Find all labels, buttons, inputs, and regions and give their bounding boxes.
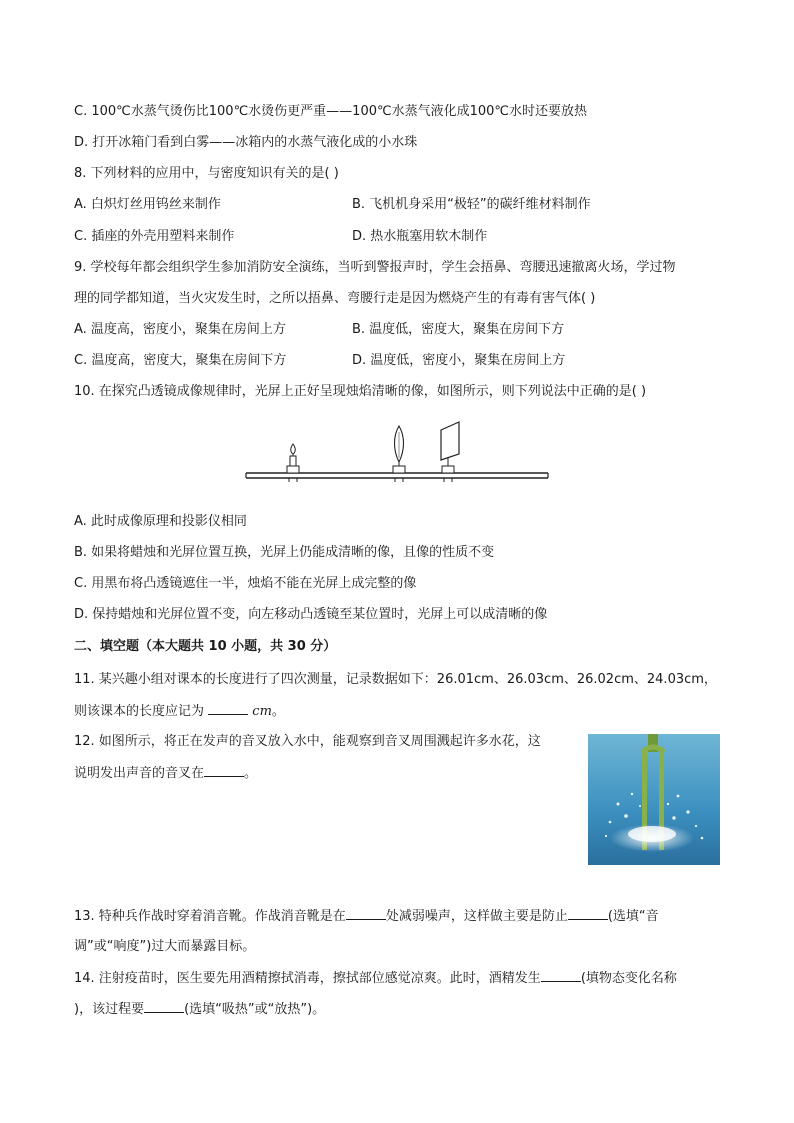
q9-option-b: B. 温度低，密度大，聚集在房间下方 [352, 322, 565, 337]
q14-answer-blank-1[interactable] [541, 969, 581, 982]
q12-stem-line2 [74, 764, 257, 783]
q8-option-c: C. 插座的外壳用塑料来制作 [74, 229, 235, 244]
q14-text: 14. 注射疫苗时，医生要先用酒精擦拭消毒，擦拭部位感觉凉爽。此时，酒精发生 [74, 971, 541, 986]
q10-stem: 10. 在探究凸透镜成像规律时，光屏上正好呈现烛焰清晰的像，如图所示，则下列说法中正确的是( ) [74, 384, 647, 399]
q10-option-a: A. 此时成像原理和投影仪相同 [74, 514, 247, 529]
q8-option-b: B. 飞机机身采用“极轻”的碳纤维材料制作 [352, 197, 591, 212]
q10-option-c: C. 用黑布将凸透镜遮住一半，烛焰不能在光屏上成完整的像 [74, 576, 417, 591]
q11-text-end: 。 [271, 704, 285, 719]
q13-stem-line2: 调”或“响度”)过大而暴露目标。 [74, 939, 256, 954]
q13-stem-line1 [74, 907, 659, 926]
q13-text-end: (选填“音 [607, 909, 659, 924]
q8-option-a: A. 白炽灯丝用钨丝来制作 [74, 197, 221, 212]
q7-option-c: C. 100℃水蒸气烫伤比100℃水烫伤更严重——100℃水蒸气液化成100℃水时还要放热 [74, 104, 587, 119]
q13-answer-blank-1[interactable] [346, 907, 386, 920]
q14-answer-blank-2[interactable] [144, 1000, 184, 1013]
q9-option-d: D. 温度低，密度小，聚集在房间上方 [352, 353, 566, 368]
q14-stem-line2 [74, 1000, 325, 1019]
q7-option-d: D. 打开冰箱门看到白雾——冰箱内的水蒸气液化成的小水珠 [74, 135, 418, 150]
candle-icon [287, 444, 299, 482]
q13-text-mid: 处减弱噪声，这样做主要是防止 [385, 909, 568, 924]
q9-stem-line2: 理的同学都知道，当火灾发生时，之所以捂鼻、弯腰行走是因为燃烧产生的有毒有害气体( ) [74, 291, 596, 306]
q13-answer-blank-2[interactable] [568, 907, 608, 920]
q9-stem-line1: 9. 学校每年都会组织学生参加消防安全演练，当听到警报声时，学生会捂鼻、弯腰迅速撤离火场，学过物 [74, 260, 676, 275]
q14-stem-line1 [74, 969, 677, 988]
q9-option-c: C. 温度高，密度大，聚集在房间下方 [74, 353, 287, 368]
q8-stem: 8. 下列材料的应用中，与密度知识有关的是( ) [74, 166, 339, 181]
q10-option-b: B. 如果将蜡烛和光屏位置互换，光屏上仍能成清晰的像，且像的性质不变 [74, 545, 495, 560]
q11-stem-line2 [74, 702, 285, 721]
q12-text: 说明发出声音的音叉在 [74, 766, 205, 781]
optical-bench-diagram [244, 420, 550, 482]
q14-text-2-end: (选填“吸热”或“放热”)。 [184, 1002, 326, 1017]
q11-stem-line1: 11. 某兴趣小组对课本的长度进行了四次测量，记录数据如下：26.01cm、26.03cm、26.02cm、24.03cm， [74, 672, 717, 687]
q12-stem-line1: 12. 如图所示，将正在发声的音叉放入水中，能观察到音叉周围溅起许多水花，这 [74, 734, 541, 749]
q11-text: 则该课本的长度应记为 [74, 704, 205, 719]
section-title: 二、填空题（本大题共 10 小题，共 30 分） [74, 639, 337, 654]
q13-text: 13. 特种兵作战时穿着消音靴。作战消音靴是在 [74, 909, 346, 924]
q12-text-end: 。 [244, 766, 258, 781]
q14-text-2: )，该过程要 [74, 1002, 145, 1017]
q11-answer-blank[interactable] [208, 702, 248, 715]
tuning-fork-water-photo [588, 734, 720, 865]
q8-option-d: D. 热水瓶塞用软木制作 [352, 229, 488, 244]
q10-option-d: D. 保持蜡烛和光屏位置不变，向左移动凸透镜至某位置时，光屏上可以成清晰的像 [74, 607, 548, 622]
q9-option-a: A. 温度高，密度小，聚集在房间上方 [74, 322, 286, 337]
q14-text-end: (填物态变化名称 [580, 971, 677, 986]
q12-answer-blank[interactable] [204, 764, 244, 777]
q11-unit: cm [252, 704, 272, 719]
